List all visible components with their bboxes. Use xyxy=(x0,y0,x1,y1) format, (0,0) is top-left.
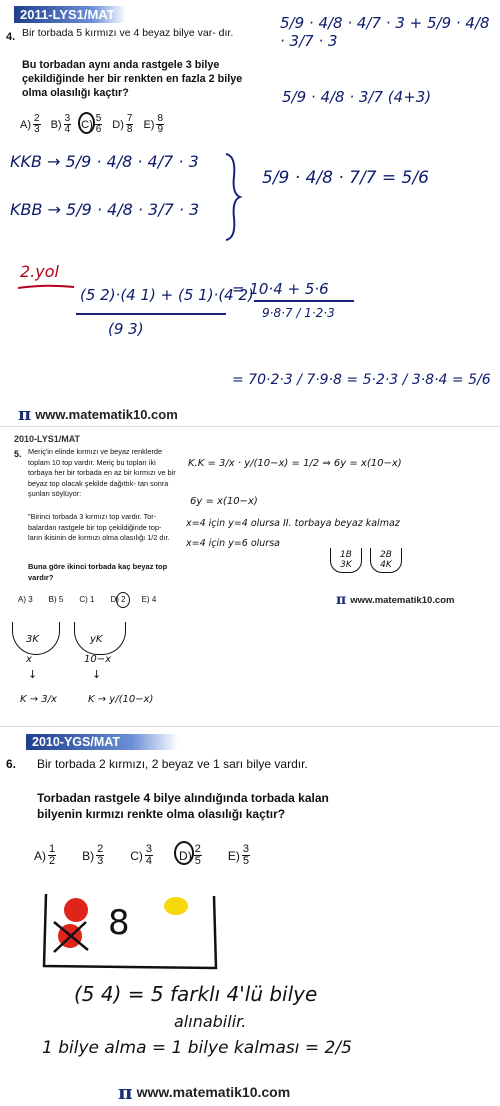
q1-options xyxy=(20,114,164,135)
q3-number: 6. xyxy=(6,757,17,771)
q2-hw-bag-a: 3K xyxy=(26,634,39,645)
q1-hw-kbb: KBB → 5/9 · 4/8 · 3/7 · 3 xyxy=(10,200,200,219)
q2-watermark: π www.matematik10.com xyxy=(336,592,455,608)
q2-hw-bag-b: yK xyxy=(90,634,103,645)
underline-stroke xyxy=(16,284,76,290)
q3-option-e[interactable]: E) $\frac{3}{5}$ xyxy=(227,843,249,867)
q2-question: Buna göre ikinci torbada kaç beyaz top vardır? xyxy=(28,562,168,582)
q1-watermark: π www.matematik10.com xyxy=(18,404,178,425)
q2-option-c[interactable]: C) 1 xyxy=(79,595,95,604)
q1-hw-label-2yol: 2.yol xyxy=(20,262,59,281)
brace-icon xyxy=(222,152,242,242)
q2-hw-l3: x=4 için y=4 olursa II. torbaya beyaz kalmaz xyxy=(186,518,400,529)
q3-header: 2010-YGS/MAT xyxy=(26,734,178,750)
q3-hw-h3: 1 bilye alma = 1 bilye kalması = 2/5 xyxy=(42,1038,352,1058)
fraction-bar xyxy=(254,300,354,302)
divider xyxy=(0,726,500,727)
q1-hw-eq1-den: 9·8·7 / 1·2·3 xyxy=(262,306,335,320)
q2-number: 5. xyxy=(14,449,22,459)
q1-hw-result: 5/9 · 4/8 · 7/7 = 5/6 xyxy=(262,168,429,188)
q2-option-d[interactable]: D) 2 xyxy=(110,595,125,604)
q2-option-b[interactable]: B) 5 xyxy=(48,595,64,604)
q2-header: 2010-LYS1/MAT xyxy=(14,434,81,444)
q3-hw-h2: alınabilir. xyxy=(174,1012,247,1031)
q1-option-e[interactable]: E) $\frac{8}{9}$ xyxy=(143,113,164,135)
q2-hw-k-a: K → 3/x xyxy=(20,694,57,705)
q2-hw-k-b: K → y/(10−x) xyxy=(88,694,154,705)
divider xyxy=(0,426,500,427)
q3-option-a[interactable]: A) $\frac{1}{2}$ xyxy=(34,843,56,867)
q2-options xyxy=(18,595,156,604)
q3-text: Bir torbada 2 kırmızı, 2 beyaz ve 1 sarı bilye vardır. xyxy=(37,757,308,771)
q2-hw-bag-a-x: x xyxy=(26,654,32,665)
q3-options xyxy=(34,844,250,867)
white-balls-icon: 8 xyxy=(108,903,130,943)
q2-hw-bag1: 1B 3K xyxy=(330,548,362,573)
q1-option-d[interactable]: D) $\frac{7}{8}$ xyxy=(112,113,133,135)
q2-quote: "Birinci torbada 3 kırmızı top vardır. Tor- balardan rastgele bir top çekildiğinde top- ların ikisinin de kırmızı olma olasılığı 1/2 dır. xyxy=(28,512,170,542)
bag-drawing xyxy=(40,890,220,970)
q1-option-c[interactable]: C) $\frac{5}{6}$ xyxy=(81,114,102,135)
q1-option-a[interactable]: A) $\frac{2}{3}$ xyxy=(20,113,40,135)
q1-hw-eq2: = 70·2·3 / 7·9·8 = 5·2·3 / 3·8·4 = 5/6 xyxy=(232,372,491,388)
q1-hw-eq1: = 10·4 + 5·6 xyxy=(232,280,329,298)
fraction-bar xyxy=(76,313,226,315)
q3-question: Torbadan rastgele 4 bilye alındığında torbada kalan bilyenin kırmızı renkte olma olasılığı kaçtır? xyxy=(37,791,329,821)
pi-logo-icon: π xyxy=(18,404,32,425)
q2-hw-l2: 6y = x(10−x) xyxy=(190,496,258,507)
q1-hw-kkb: KKB → 5/9 · 4/8 · 4/7 · 3 xyxy=(10,152,199,171)
q3-option-d[interactable]: D) $\frac{2}{5}$ xyxy=(179,844,202,867)
answer-circle-icon xyxy=(116,592,130,608)
q2-hw-bag-b-x: 10−x xyxy=(84,654,112,665)
arrow-down-icon: ↓ xyxy=(92,668,102,681)
q1-hw-combo-den: (9 3) xyxy=(108,320,144,338)
q2-hw-bag2: 2B 4K xyxy=(370,548,402,573)
red-ball-icon xyxy=(64,898,88,922)
q1-question: Bu torbadan aynı anda rastgele 3 bilye çekildiğinde her bir renkten en fazla 2 bilye olma olasılığı kaçtır? xyxy=(22,59,243,99)
answer-circle-icon xyxy=(174,841,194,865)
q1-hw-line2: 5/9 · 4/8 · 3/7 (4+3) xyxy=(282,88,432,106)
q2-hw-l1: K.K = 3/x · y/(10−x) = 1/2 ⇒ 6y = x(10−x) xyxy=(188,458,402,469)
q3-hw-h1: (5 4) = 5 farklı 4'lü bilye xyxy=(74,982,318,1006)
q1-text: Bir torbada 5 kırmızı ve 4 beyaz bilye var- dır. xyxy=(22,27,234,39)
q2-hw-l4: x=4 için y=6 olursa xyxy=(186,538,280,549)
q2-option-e[interactable]: E) 4 xyxy=(141,595,157,604)
q1-hw-line1: 5/9 · 4/8 · 4/7 · 3 + 5/9 · 4/8 · 3/7 · 3 xyxy=(280,14,490,50)
q3-option-c[interactable]: C) $\frac{3}{4}$ xyxy=(130,843,153,867)
arrow-down-icon: ↓ xyxy=(28,668,38,681)
q1-option-b[interactable]: B) $\frac{3}{4}$ xyxy=(50,113,71,135)
answer-circle-icon xyxy=(78,112,95,134)
q1-number: 4. xyxy=(6,31,16,43)
pi-logo-icon: π xyxy=(118,1080,133,1104)
q1-header: 2011-LYS1/MAT xyxy=(14,6,126,23)
q2-text: Meriç'in elinde kırmızı ve beyaz renklerde toplam 10 top vardır. Meriç bu topları iki torbaya her bir torbada en az bir kırmızı ve bir beyaz top olacak şekilde dağıttık- tan sonra şunları söylüyor: xyxy=(28,447,176,498)
q1-hw-combo: (5 2)·(4 1) + (5 1)·(4 2) xyxy=(80,286,254,304)
yellow-ball-icon xyxy=(164,897,188,915)
pi-logo-icon: π xyxy=(336,592,347,608)
q2-option-a[interactable]: A) 3 xyxy=(18,595,33,604)
q3-option-b[interactable]: B) $\frac{2}{3}$ xyxy=(82,843,104,867)
q3-watermark: π www.matematik10.com xyxy=(118,1080,291,1104)
